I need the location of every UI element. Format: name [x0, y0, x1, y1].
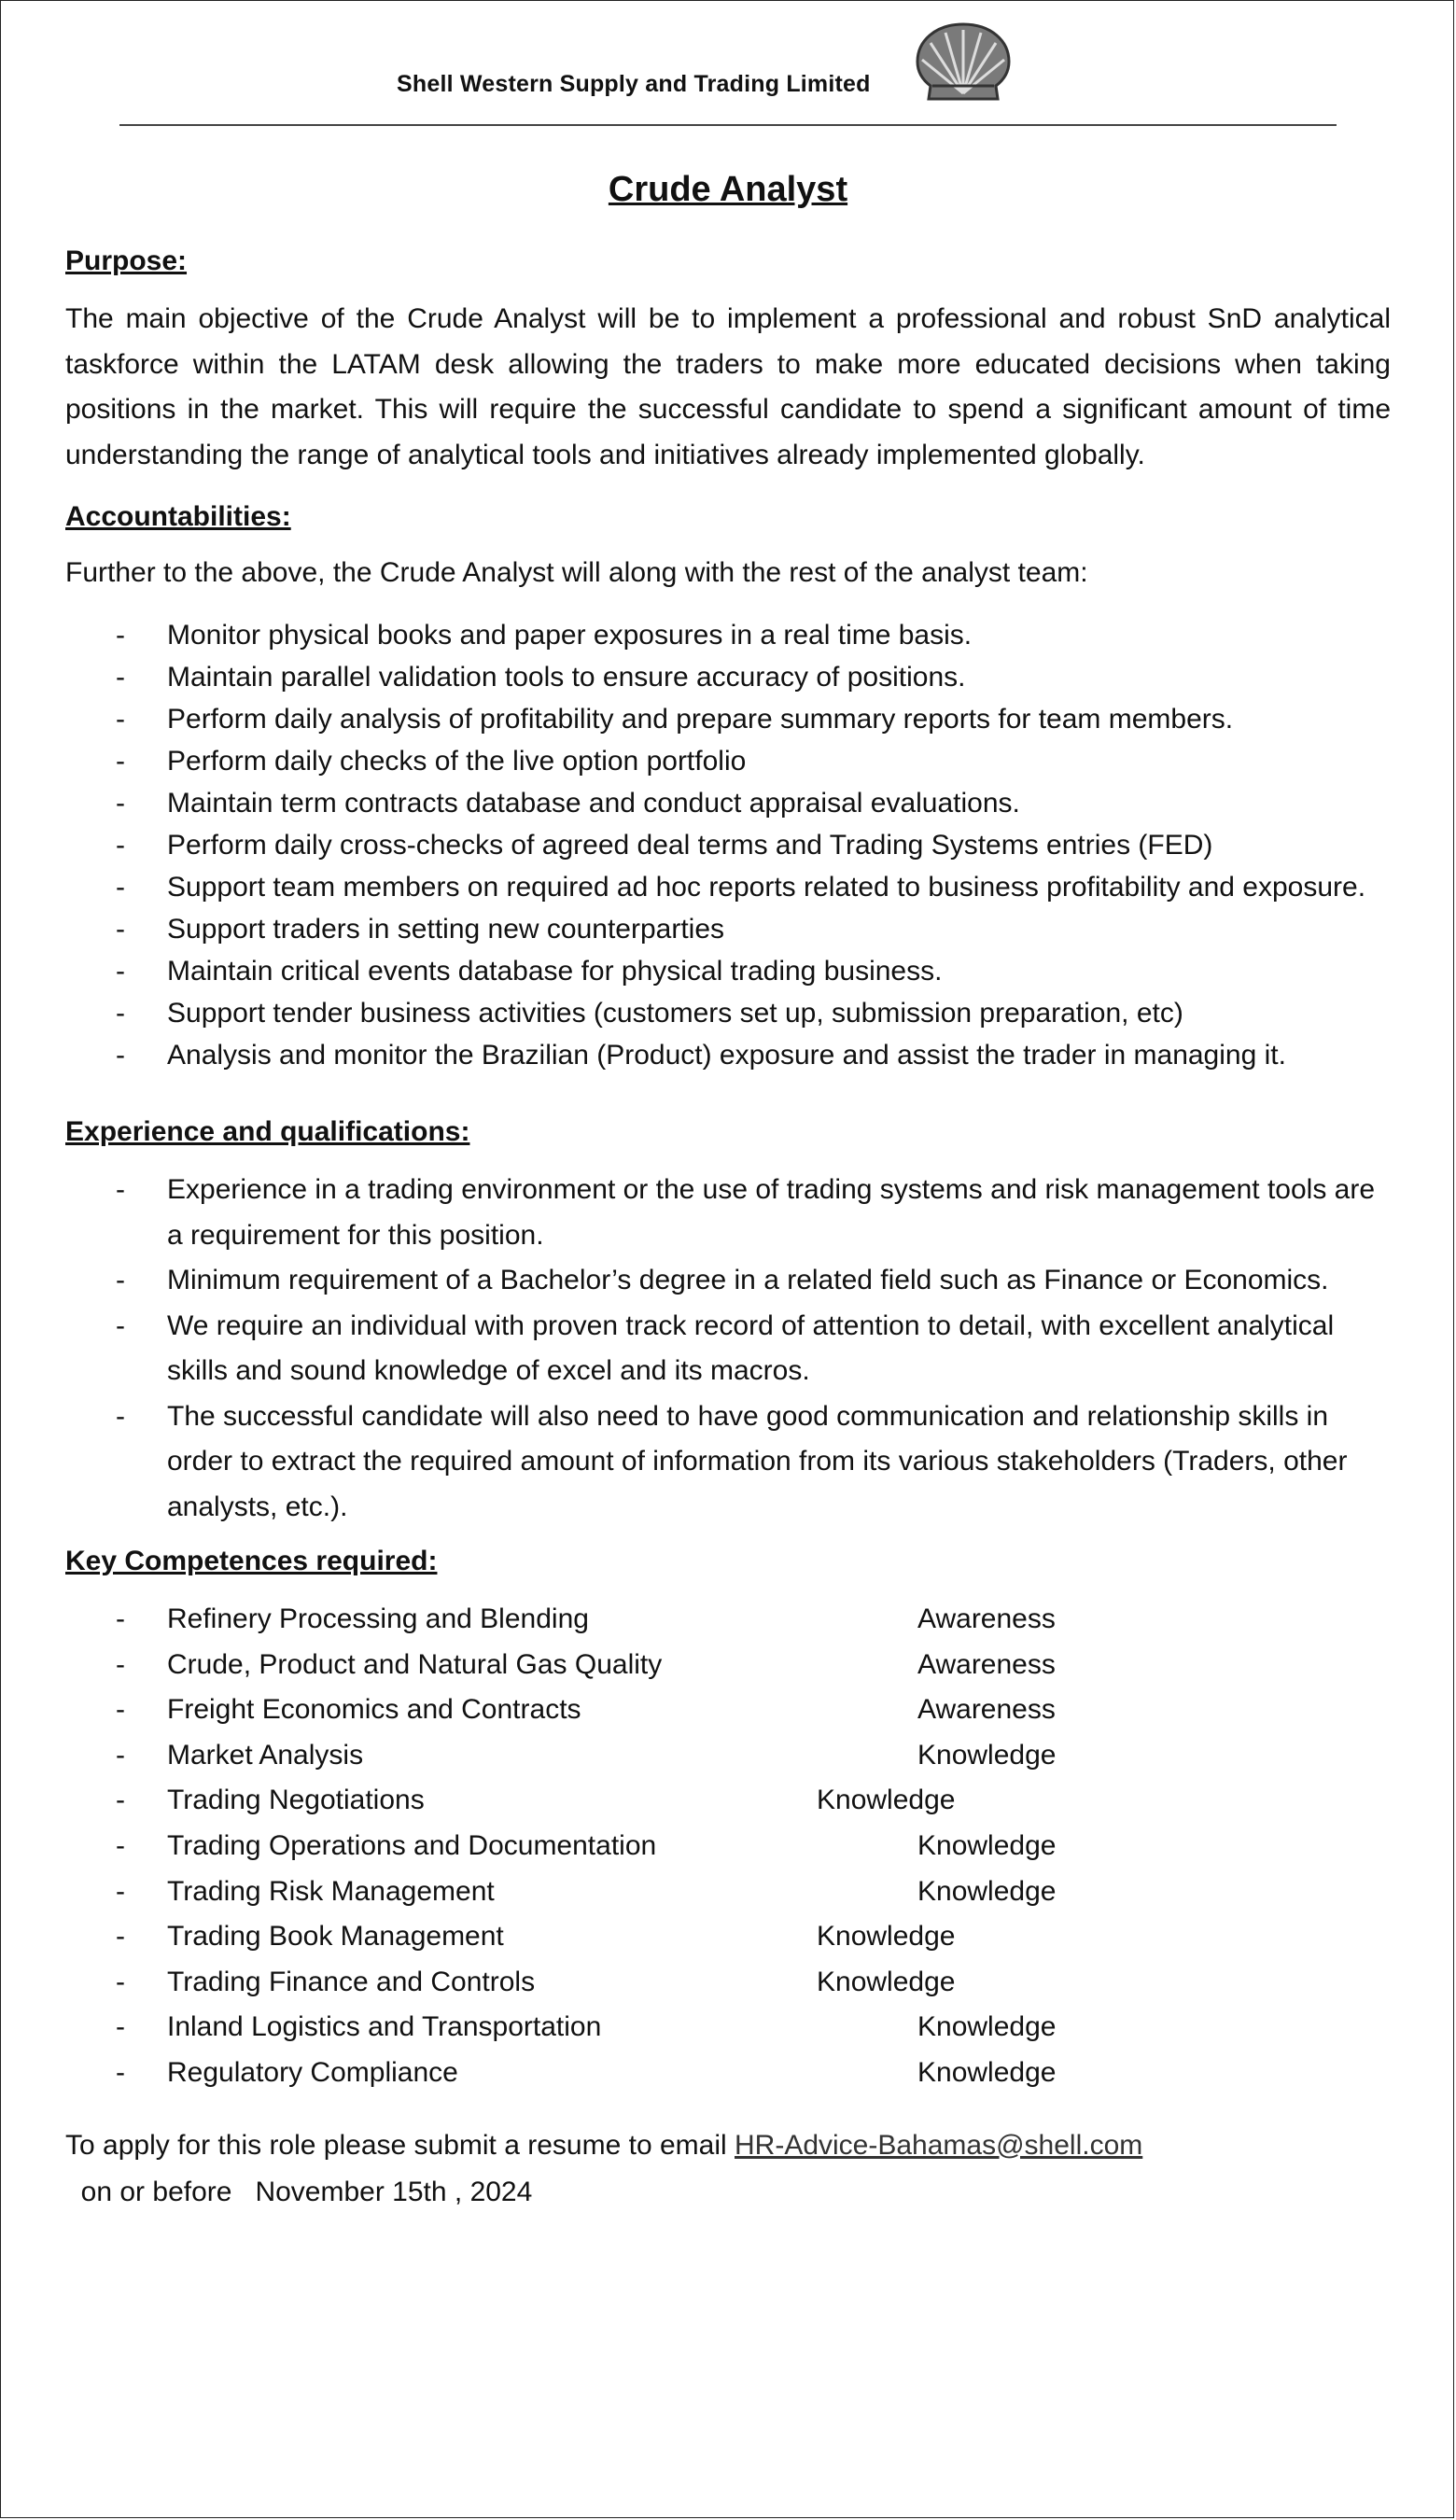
dash-bullet: - — [116, 1648, 125, 1680]
dash-bullet: - — [116, 1265, 125, 1295]
list-item — [65, 908, 1391, 950]
list-item-text: Minimum requirement of a Bachelor’s degree in a related field such as Finance or Economics. — [167, 1265, 1329, 1295]
dash-bullet: - — [116, 1875, 125, 1907]
list-item — [65, 1168, 1391, 1258]
list-item-text: Maintain parallel validation tools to ensure accuracy of positions. — [167, 662, 966, 693]
header-divider — [119, 124, 1337, 126]
page-title: Crude Analyst — [608, 170, 848, 209]
dash-bullet: - — [116, 1921, 125, 1953]
dash-bullet: - — [116, 1040, 125, 1071]
list-item-text: Support tender business activities (customers set up, submission preparation, etc) — [167, 998, 1183, 1029]
table-row — [65, 1824, 1190, 1869]
competence-name: Trading Negotiations — [167, 1785, 425, 1816]
shell-logo-icon — [912, 21, 1015, 105]
competence-level-cell — [817, 2005, 1190, 2051]
email-link[interactable]: HR-Advice-Bahamas@shell.com — [735, 2129, 1143, 2161]
list-item-text: Support traders in setting new counterparties — [167, 914, 724, 945]
dash-bullet: - — [116, 1309, 125, 1341]
competence-level-cell — [817, 1597, 1190, 1643]
competence-name: Trading Risk Management — [167, 1875, 495, 1907]
deadline-date: November 15th , 2024 — [255, 2176, 533, 2207]
dash-bullet: - — [116, 620, 125, 651]
competence-name: Trading Finance and Controls — [167, 1966, 536, 1997]
competence-level-cell — [817, 1733, 1190, 1779]
competence-level-cell — [817, 1960, 1190, 2006]
list-item-text: Perform daily analysis of profitability and prepare summary reports for team members. — [167, 704, 1234, 735]
competence-name: Refinery Processing and Blending — [167, 1603, 589, 1634]
apply-text: To apply for this role please submit a resume to email — [65, 2129, 735, 2161]
competence-level-cell — [817, 1643, 1190, 1688]
table-row — [65, 1733, 1190, 1779]
table-row — [65, 1687, 1190, 1733]
competence-name: Regulatory Compliance — [167, 2056, 458, 2088]
competence-level: Knowledge — [917, 2011, 1057, 2043]
competence-level: Awareness — [917, 1603, 1056, 1634]
competence-level: Knowledge — [917, 1739, 1057, 1771]
competence-level-cell — [817, 1778, 1190, 1824]
competence-level: Awareness — [917, 1648, 1056, 1680]
competence-level-cell — [817, 1914, 1190, 1960]
table-row — [65, 1960, 1190, 2006]
list-item — [65, 950, 1391, 992]
list-item-text: Maintain term contracts database and conduct appraisal evaluations. — [167, 788, 1020, 819]
list-item — [65, 698, 1391, 740]
list-item — [65, 782, 1391, 824]
competence-level: Knowledge — [817, 1966, 956, 1997]
accountabilities-intro: Further to the above, the Crude Analyst will along with the rest of the analyst team: — [65, 557, 1088, 588]
table-row — [65, 1778, 1190, 1824]
accountabilities-list — [65, 614, 1391, 1076]
experience-heading: Experience and qualifications: — [65, 1116, 470, 1147]
competences-heading: Key Competences required: — [65, 1546, 438, 1576]
table-row — [65, 2051, 1190, 2096]
dash-bullet: - — [116, 998, 125, 1029]
competence-level-cell — [817, 2051, 1190, 2096]
dash-bullet: - — [116, 1966, 125, 1997]
competence-level: Knowledge — [917, 1875, 1057, 1907]
dash-bullet: - — [116, 1829, 125, 1861]
competence-level: Knowledge — [917, 2056, 1057, 2088]
dash-bullet: - — [116, 2056, 125, 2088]
document-body — [65, 168, 1391, 2216]
dash-bullet: - — [116, 704, 125, 735]
list-item-text: The successful candidate will also need to have good communication and relationship skills in order to extract the required amount of information from its various stakeholders (Traders, other analysts, etc.). — [167, 1400, 1348, 1522]
list-item — [65, 824, 1391, 866]
competences-table — [65, 1597, 1190, 2096]
document-header — [0, 0, 1456, 131]
dash-bullet: - — [116, 2011, 125, 2043]
competence-level-cell — [817, 1869, 1190, 1915]
list-item — [65, 1034, 1391, 1076]
list-item — [65, 1304, 1391, 1394]
list-item-text: We require an individual with proven track record of attention to detail, with excellent analytical skills and sound knowledge of excel and its macros. — [167, 1309, 1335, 1386]
list-item — [65, 740, 1391, 782]
list-item-text: Support team members on required ad hoc reports related to business profitability and exposure. — [167, 872, 1366, 903]
table-row — [65, 1869, 1190, 1915]
list-item-text: Maintain critical events database for physical trading business. — [167, 956, 943, 987]
dash-bullet: - — [116, 914, 125, 945]
list-item — [65, 866, 1391, 908]
dash-bullet: - — [116, 872, 125, 903]
apply-instructions — [65, 2122, 1391, 2216]
dash-bullet: - — [116, 788, 125, 819]
competence-level-cell — [817, 1687, 1190, 1733]
dash-bullet: - — [116, 956, 125, 987]
dash-bullet: - — [116, 1174, 125, 1205]
list-item — [65, 992, 1391, 1034]
competence-level: Knowledge — [817, 1921, 956, 1953]
list-item — [65, 614, 1391, 656]
list-item — [65, 1258, 1391, 1304]
competence-level: Knowledge — [917, 1829, 1057, 1861]
purpose-text: The main objective of the Crude Analyst will be to implement a professional and robust SnD analytical taskforce within the LATAM desk allowing the traders to make more educated decisions when taking positions in the market. This will require the successful candidate to spend a significant amount of time understanding the range of analytical tools and initiatives already implemented globally. — [65, 303, 1391, 470]
table-row — [65, 2005, 1190, 2051]
competence-level-cell — [817, 1824, 1190, 1869]
apply-text-after: on or before — [65, 2176, 256, 2207]
list-item-text: Experience in a trading environment or the use of trading systems and risk management tools are a requirement for this position. — [167, 1174, 1376, 1251]
dash-bullet: - — [116, 1694, 125, 1726]
competence-name: Market Analysis — [167, 1739, 364, 1771]
purpose-heading: Purpose: — [65, 245, 188, 276]
competence-name: Crude, Product and Natural Gas Quality — [167, 1648, 663, 1680]
section-gap — [65, 1530, 1391, 1543]
accountabilities-heading: Accountabilities: — [65, 501, 291, 532]
competence-name: Inland Logistics and Transportation — [167, 2011, 602, 2043]
list-item-text: Monitor physical books and paper exposures in a real time basis. — [167, 620, 973, 651]
table-row — [65, 1643, 1190, 1688]
competence-name: Freight Economics and Contracts — [167, 1694, 581, 1726]
table-row — [65, 1914, 1190, 1960]
dash-bullet: - — [116, 1603, 125, 1634]
competence-level: Awareness — [917, 1694, 1056, 1726]
list-item-text: Perform daily cross-checks of agreed deal terms and Trading Systems entries (FED) — [167, 830, 1213, 861]
list-item-text: Analysis and monitor the Brazilian (Product) exposure and assist the trader in managing it. — [167, 1040, 1286, 1071]
dash-bullet: - — [116, 1739, 125, 1771]
list-item — [65, 1394, 1391, 1531]
dash-bullet: - — [116, 746, 125, 777]
competence-name: Trading Operations and Documentation — [167, 1829, 657, 1861]
competence-level: Knowledge — [817, 1785, 956, 1816]
list-item-text: Perform daily checks of the live option portfolio — [167, 746, 747, 777]
dash-bullet: - — [116, 1400, 125, 1432]
dash-bullet: - — [116, 1785, 125, 1816]
competence-name: Trading Book Management — [167, 1921, 504, 1953]
list-item — [65, 656, 1391, 698]
section-gap — [65, 1076, 1391, 1113]
dash-bullet: - — [116, 830, 125, 861]
company-name: Shell Western Supply and Trading Limited — [397, 71, 871, 97]
table-row — [65, 1597, 1190, 1643]
dash-bullet: - — [116, 662, 125, 693]
experience-list — [65, 1168, 1391, 1530]
